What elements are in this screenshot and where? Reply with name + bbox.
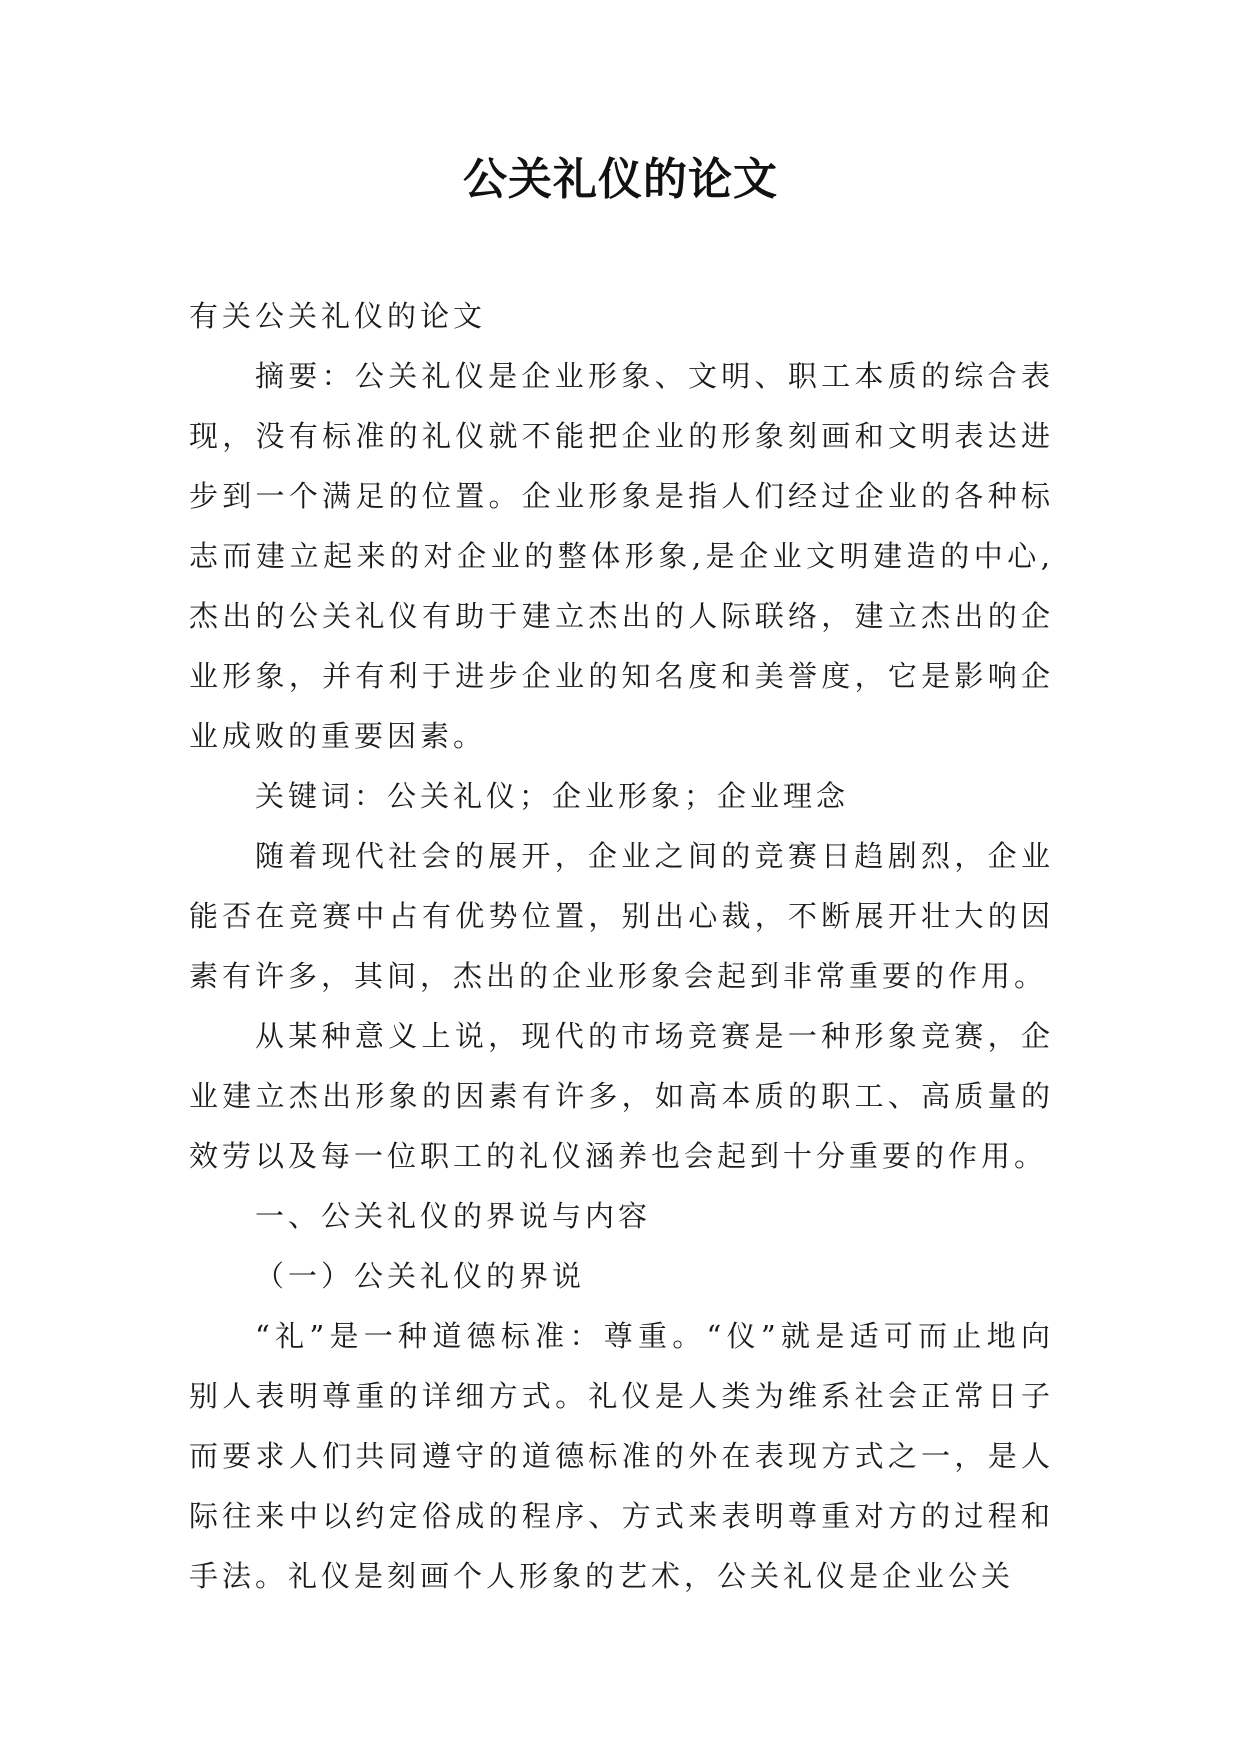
- document-body: [189, 286, 1054, 1606]
- section-heading: 一、公关礼仪的界说与内容: [255, 1199, 652, 1233]
- intro-line: 有关公关礼仪的论文: [189, 299, 487, 333]
- body-paragraph: 随着现代社会的展开，企业之间的竞赛日趋剧烈，企业能否在竞赛中占有优势位置，别出心裁，不断展开壮大的因素有许多，其间，杰出的企业形象会起到非常重要的作用。: [189, 839, 1054, 993]
- document-title: 公关礼仪的论文: [463, 154, 778, 205]
- keywords-paragraph: 关键词：公关礼仪；企业形象；企业理念: [255, 779, 850, 813]
- body-paragraph: 从某种意义上说，现代的市场竞赛是一种形象竞赛，企业建立杰出形象的因素有许多，如高本质的职工、高质量的效劳以及每一位职工的礼仪涵养也会起到十分重要的作用。: [189, 1019, 1054, 1173]
- subsection-heading: （一）公关礼仪的界说: [255, 1259, 586, 1293]
- body-paragraph: “礼”是一种道德标准：尊重。“仪”就是适可而止地向别人表明尊重的详细方式。礼仪是人类为维系社会正常日子而要求人们共同遵守的道德标准的外在表现方式之一，是人际往来中以约定俗成的程序、方式来表明尊重对方的过程和手法。礼仪是刻画个人形象的艺术，公关礼仪是企业公关: [189, 1319, 1054, 1593]
- abstract-paragraph: 摘要：公关礼仪是企业形象、文明、职工本质的综合表现，没有标准的礼仪就不能把企业的形象刻画和文明表达进步到一个满足的位置。企业形象是指人们经过企业的各种标志而建立起来的对企业的整体形象,是企业文明建造的中心,杰出的公关礼仪有助于建立杰出的人际联络，建立杰出的企业形象，并有利于进步企业的知名度和美誉度，它是影响企业成败的重要因素。: [189, 359, 1054, 753]
